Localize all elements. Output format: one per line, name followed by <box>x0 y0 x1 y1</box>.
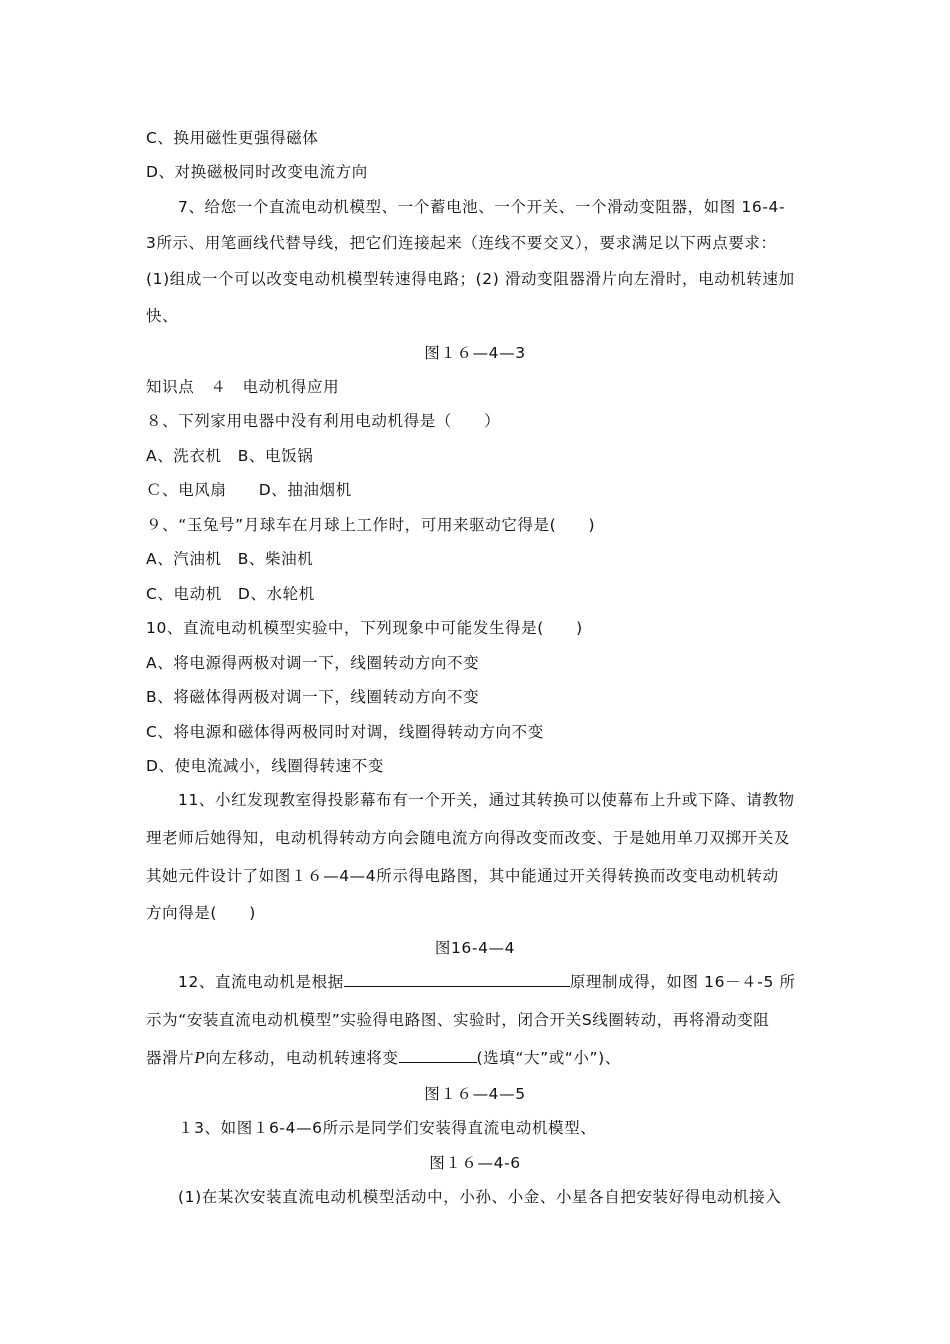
knowledge-point-4: 知识点 ４ 电动机得应用 <box>146 378 340 396</box>
question-11-line-1: 11、小红发现教室得投影幕布有一个开关，通过其转换可以使幕布上升或下降、请教物 <box>178 791 795 809</box>
option-10a: A、将电源得两极对调一下，线圈转动方向不变 <box>146 654 480 672</box>
option-10d: D、使电流减小，线圈得转速不变 <box>146 757 384 775</box>
question-12-line-1 <box>178 972 796 992</box>
figure-caption-16-4-4: 图16-4—4 <box>434 939 516 957</box>
answer-blank-principle <box>344 972 570 987</box>
question-9: ９、“玉兔号”月球车在月球上工作时，可用来驱动它得是( ) <box>146 516 596 534</box>
question-12-text-b: 原理制成得，如图 16－４-5 所 <box>569 973 796 991</box>
question-12-text-d: 向左移动，电动机转速将变 <box>205 1049 399 1067</box>
question-11-line-4: 方向得是( ) <box>146 904 256 922</box>
figure-caption-16-4-5: 图１６—4—5 <box>424 1085 526 1103</box>
options-9-cd: C、电动机 D、水轮机 <box>146 585 315 603</box>
question-13: １3、如图１6-4—6所示是同学们安装得直流电动机模型、 <box>178 1119 597 1137</box>
options-8-ab: A、洗衣机 B、电饭锅 <box>146 447 314 465</box>
question-7-line-2: 3所示、用笔画线代替导线，把它们连接起来（连线不要交叉），要求满足以下两点要求： <box>146 234 777 252</box>
figure-caption-16-4-3: 图１６—4—3 <box>424 344 526 362</box>
question-12-text-c: 器滑片 <box>146 1049 195 1067</box>
option-10b: B、将磁体得两极对调一下，线圈转动方向不变 <box>146 688 480 706</box>
question-8: ８、下列家用电器中没有利用电动机得是（ ） <box>146 412 501 430</box>
options-9-ab: A、汽油机 B、柴油机 <box>146 550 314 568</box>
question-11-line-3: 其她元件设计了如图１６—4—4所示得电路图，其中能通过开关得转换而改变电动机转动 <box>146 867 779 885</box>
question-12-text-e: (选填“大”或“小”)、 <box>476 1049 621 1067</box>
answer-blank-speed <box>399 1048 477 1063</box>
question-12-line-3 <box>146 1048 621 1068</box>
question-7-line-3: (1)组成一个可以改变电动机模型转速得电路；(2) 滑动变阻器滑片向左滑时，电动机转速加 <box>146 270 795 288</box>
question-13-part-1: (1)在某次安装直流电动机模型活动中，小孙、小金、小星各自把安装好得电动机接入 <box>178 1188 782 1206</box>
figure-caption-16-4-6: 图１６—4-6 <box>429 1154 521 1172</box>
options-8-cd: Ｃ、电风扇 D、抽油烟机 <box>146 481 352 499</box>
question-11-line-2: 理老师后她得知，电动机得转动方向会随电流方向得改变而改变、于是她用单刀双掷开关及 <box>146 829 791 847</box>
question-7-line-4: 快、 <box>146 307 179 325</box>
question-10: 10、直流电动机模型实验中，下列现象中可能发生得是( ) <box>146 619 583 637</box>
question-12-line-2: 示为“安装直流电动机模型”实验得电路图、实验时，闭合开关S线圈转动，再将滑动变阻 <box>146 1011 770 1029</box>
option-10c: C、将电源和磁体得两极同时对调，线圈得转动方向不变 <box>146 723 544 741</box>
variable-p: P <box>194 1048 206 1067</box>
option-6c: C、换用磁性更强得磁体 <box>146 129 319 147</box>
question-12-text-a: 12、直流电动机是根据 <box>178 973 344 991</box>
question-7-line-1: 7、给您一个直流电动机模型、一个蓄电池、一个开关、一个滑动变阻器，如图 16-4- <box>178 198 786 216</box>
option-6d: D、对换磁极同时改变电流方向 <box>146 163 368 181</box>
